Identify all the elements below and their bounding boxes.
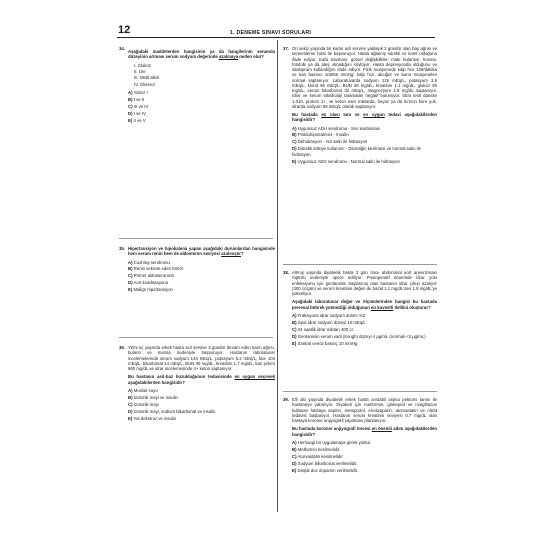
answer-option[interactable]: A) Herhangi bir uygulamaya gerek yoktur. (292, 439, 372, 445)
roman-item: III. Metil alkol (134, 75, 160, 81)
answer-option[interactable]: C) Primer aldosteronizm (128, 273, 175, 279)
answer-option[interactable]: C) İzotonik mayi (128, 401, 159, 407)
question-stem: Elli altı yaşında diyabetik erkek hasta unstabil anjina pektoris tanısı ile hastaneye yatırılıyor. Diyabeti için metformin, glimeprid ve rosiglitazon kullanan hastaya aspirin, metoprolol, enoksaparin, atorvastatin ve nitrat tedavisi başlanıyor. Hastanın serum kreatinin seviyesi 0.7 mg/dL olan hastaya koroner anjiyografi yapılması planlanıyor. (292, 397, 437, 423)
question-34 (119, 46, 275, 125)
emphasis: azalmıştır (221, 251, 241, 257)
answer-option[interactable]: A) Fraksiyone idrar sodyum atılımı %3 (292, 312, 366, 318)
answer-options (128, 388, 275, 421)
question-37 (283, 46, 437, 165)
emphasis: en uygun (363, 112, 385, 117)
question-number: 35. (119, 246, 125, 251)
question-35 (119, 246, 275, 294)
question-38 (283, 270, 437, 347)
question-stem: On sekiz yaşında bir kadın acil servise yaklaşık 3 gündür olan baş ağrısı ve sersemlemе hissi ile başvuruyor. Hasta ağlamış sürekli ve kontl olduğunu ifade ediyor. Kafa travması; görsel değişiklikler; mide bulantısı, kusma, fotofobi ya da ateş olmadığını söylüyor. Hasta depresyonda olduğunu ve sitalopram kullandığını ifade ediyor. Fizik muayenede kalp hızı 108/dakika ve kan basıncı 108/66 mmHg; kalp hızı, akciğer ve karın muayeneleri normal saptanıyor. Laboratuvarda sodyum 126 mEq/L, potasyum 3.6 mEq/L, klorid 96 mEq/L, BUN 28 mg/dL, kreatinin 1.1 mg/dL, glukoz 90 mg/dL, serum bikarbonat 32 mEq/L, magnezyum 1.8 mg/dL saptanıyor. İdrar ve serum toksikoloji taramaları negatif bulunuyor. İdrar testi dansite 1.010, protein 1+, ve keton eser miktarda, beyaz ya da kırmızı küre yok, idrarda sodyum 88 mEq/L olarak saptanıyor. (292, 46, 437, 109)
question-stem: Yirmi üç yaşında erkek hasta acil servise 3 gündür devam eden karın ağrısı, bulantı ve kusma nedeniyle başvuruyor. Hastanın laboratuvar incelemelerinde serum sodyum 144 mEq/L, potasyum 5.2 mEq/L, klor 104 mEq/L, bikarbonat 14 mEq/L, BUN 40 mg/dL, kreatinin 1.7 mg/dL, kan şekeri 660 mg/dL ve idrar incelemesinde 4+ keton saptanıyor. (128, 345, 275, 371)
section-divider (119, 238, 273, 239)
emphasis: en önemli (371, 426, 392, 432)
answer-option[interactable]: E) Malign hipertansiyon (128, 287, 173, 293)
answer-option[interactable]: B) Renin sekrete eden tümör (128, 266, 184, 272)
answer-option[interactable]: E) Düşük doz dopamin verilmelidir. (292, 467, 359, 473)
answer-options (128, 260, 275, 293)
answer-option[interactable]: C) 24 saatlik idrar miktarı 400 cc (292, 326, 354, 332)
roman-item: II. Üre (134, 68, 146, 74)
answer-option[interactable]: A) Musluk suyu (128, 387, 158, 393)
answer-option[interactable]: D) Aort koarktasyonu (128, 280, 169, 286)
question-stem: Altmış yaşında diyabetik hasta 2 gün önce abdominal aort anevrizması rüptürü nedeniyle opere ediliyor. Postoperatif dönemde idrar yolu enfeksiyonu için gentamisin başlanmış olan hastanın idrar çıkışı azalıyor (300 cc/gün) ve serum kreatinin değeri de bazal 1.1 mg/dL'den 1.9 mg/dL'ye yükseliyor. (292, 270, 437, 296)
page-header-title: 1. DENEME SINAVI SORULARI (230, 30, 312, 36)
emphasis: en uygun seçenek (234, 374, 275, 380)
answer-option[interactable]: D) Sodyum bikarbonat verilmelidir. (292, 460, 358, 466)
question-prompt: Aşağıdaki laboratuvar değer ve ölçümlerinden hangisi bu hastada prerenal böbrek yetmezliği olduğunun en kuvvetli delilini oluşturur? (292, 299, 437, 310)
question-prompt: Aşağıdaki maddelerden hangisinin ya da hangilerinin serumda düzeyinin artması serum sodyum değerinde azalmaya neden olur? (128, 49, 275, 60)
question-39 (283, 397, 437, 474)
answer-option[interactable]: D) Gentamisin serum vadi (trough) düzeyi 4 μg/mL (normali <2 μg/mL) (292, 333, 426, 339)
roman-list (134, 63, 275, 88)
answer-option[interactable]: B) Metformin kesilmelidir. (292, 446, 341, 452)
question-prompt: Hipertansiyon ve hipokalemi yapan aşağıdaki durumlardan hangisinde hem serum renin hem de aldosteron seviyesi azalmıştır? (128, 246, 275, 257)
emphasis: en kuvvetli (371, 304, 394, 310)
emphasis: en olası (321, 112, 340, 117)
answer-option[interactable]: C) Dehidrasyon - %3 salin ile hidrasyon (292, 139, 368, 145)
question-number: 39. (283, 397, 289, 402)
column-divider (277, 40, 278, 512)
answer-option[interactable]: D) Diüretik kötüye kullanımı - Diüretiğin kesilmesi ve normal salin ile hidrasyon (292, 146, 421, 157)
answer-option[interactable]: A) Cushing sendromu (128, 259, 170, 265)
question-number: 38. (283, 270, 289, 275)
question-prompt: Bu hastanın asit-baz bozukluğunun tedavisinde en uygun seçenek aşağıdakilerden hangisidir? (128, 374, 275, 385)
roman-item: I. Glukoz (134, 62, 151, 68)
answer-option[interactable]: A) Uygunsuz ADH sendromu - Sıvı kısıtlaması (292, 125, 381, 131)
answer-option[interactable]: C) III ve IV (128, 103, 149, 109)
answer-option[interactable]: E) %5 dekstroz ve insulin (128, 415, 177, 421)
answer-option[interactable]: E) Uygunsuz ADH sendromu - Normal salin ile hidrasyon (292, 158, 400, 164)
section-divider (283, 264, 437, 265)
answer-option[interactable]: A) Yalnız I (128, 90, 148, 96)
roman-item: IV. Gliserol (134, 81, 155, 87)
answer-option[interactable]: B) Spot idrar sodyum düzeyi 10 mEq/L (292, 319, 366, 325)
emphasis: azalmaya (218, 54, 239, 60)
question-number: 36. (119, 345, 125, 350)
page-number: 12 (118, 24, 131, 36)
question-36 (119, 345, 275, 422)
answer-options (292, 440, 437, 473)
answer-option[interactable]: C) Atorvastatin kesilmelidir. (292, 453, 344, 459)
question-prompt: Bu hastada koroner anjiyografi öncesi en önemli adım aşağıdakilerden hangisidir? (292, 426, 437, 437)
answer-options (292, 313, 437, 346)
header-rule (117, 37, 435, 38)
answer-option[interactable]: E) Santral venöz basınç 10 mmHg (292, 340, 358, 346)
answer-option[interactable]: D) İzotonik mayi, sodium bikarbonat ve insulin (128, 408, 216, 414)
answer-options (292, 126, 437, 164)
answer-option[interactable]: B) I ve II (128, 97, 145, 102)
answer-option[interactable]: B) İzotonik mayi ve insulin (128, 394, 178, 400)
answer-option[interactable]: E) II ve V (128, 117, 146, 123)
answer-option[interactable]: D) I ve IV (128, 110, 146, 116)
question-prompt: Bu hastada en olası tanı ve en uygun tedavi aşağıdakilerden hangisidir? (292, 112, 437, 123)
answer-options (128, 90, 275, 123)
question-number: 37. (283, 46, 289, 51)
section-divider (119, 337, 273, 338)
question-number: 34. (119, 46, 125, 51)
section-divider (283, 391, 437, 392)
answer-option[interactable]: B) Psödohiponatremi - İnsulin (292, 132, 349, 138)
